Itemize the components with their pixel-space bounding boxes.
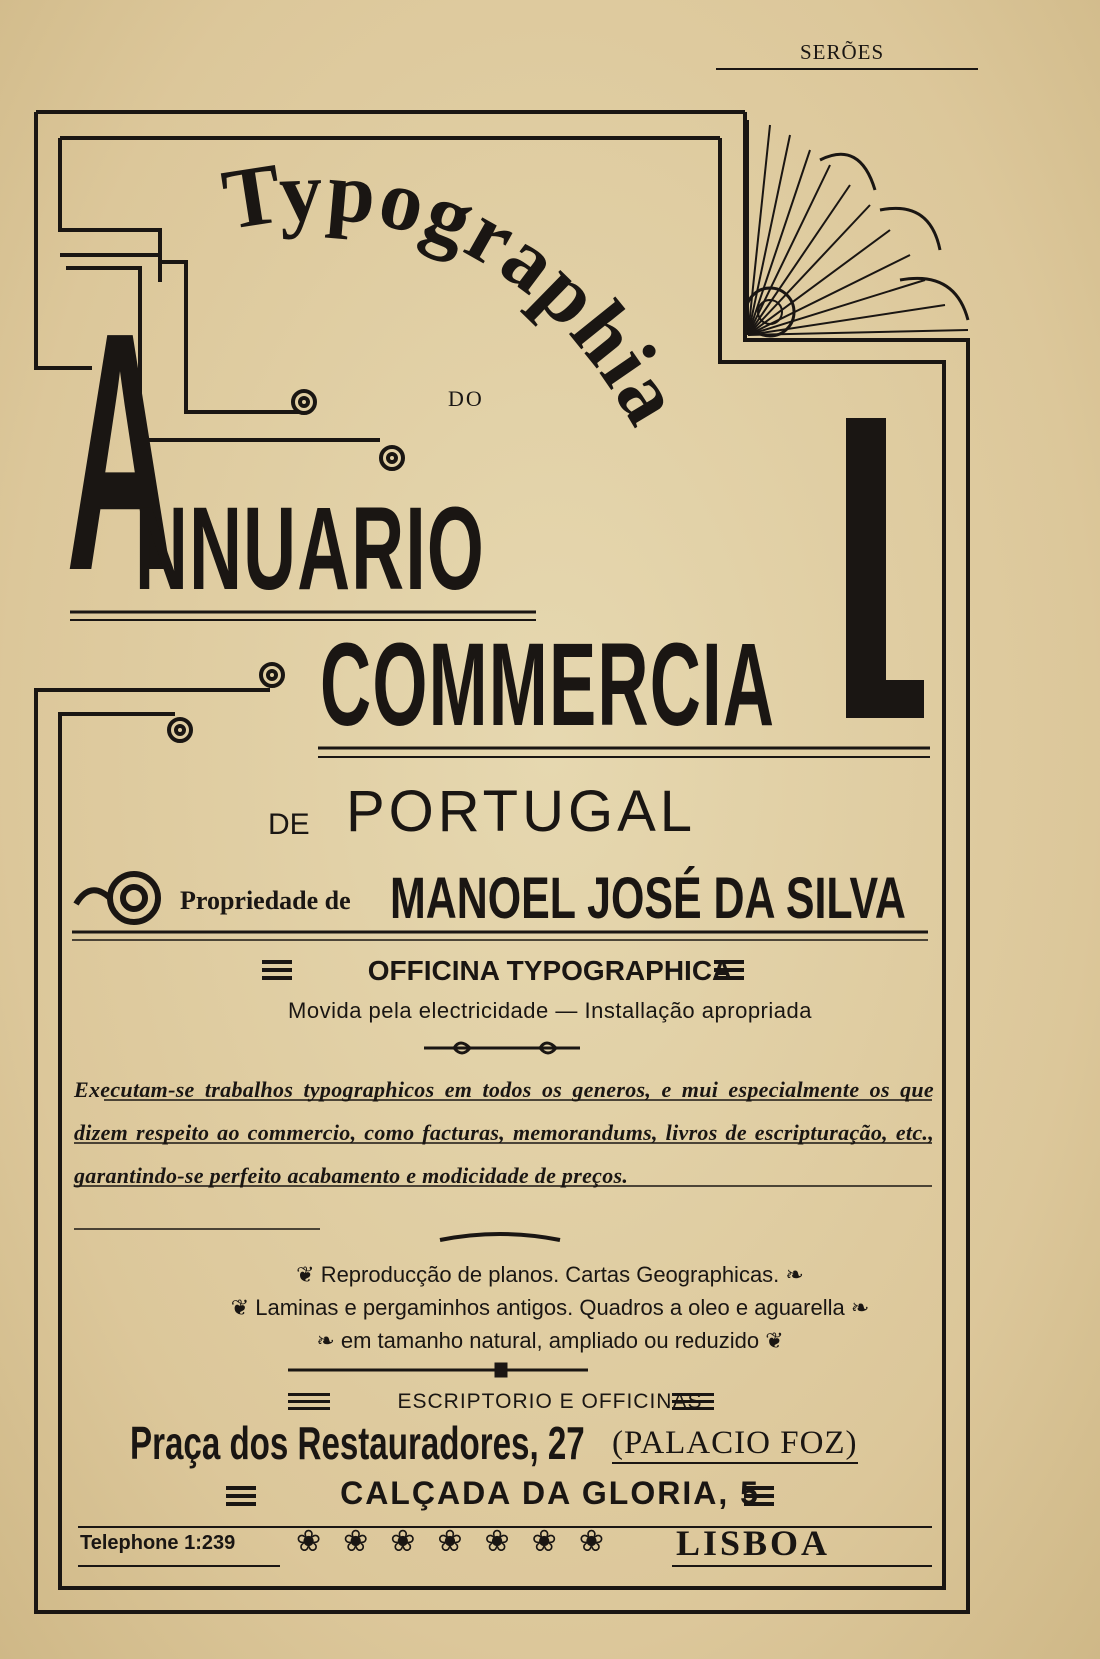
typographia-title: Typographia <box>216 142 703 441</box>
services-line: ❦ Laminas e pergaminhos antigos. Quadros a oleo e aguarella ❧ <box>230 1295 870 1320</box>
fleuron-icon: ❀❀❀❀❀❀❀ <box>296 1525 626 1558</box>
officina-title: OFFICINA TYPOGRAPHICA <box>367 955 733 986</box>
offices-label: ESCRIPTORIO E OFFICINAS <box>397 1390 703 1413</box>
fleuron-icon: ❧ <box>316 1328 341 1353</box>
services-line: ❧ em tamanho natural, ampliado ou reduzido ❦ <box>316 1328 784 1353</box>
offices-building: (PALACIO FOZ) <box>612 1425 858 1464</box>
fleuron-icon: ❦ <box>296 1262 321 1287</box>
offices-address: Praça dos Restauradores, 27 <box>130 1417 585 1469</box>
commercial-final-letter <box>846 418 886 718</box>
telephone-number: Telephone 1:239 <box>80 1532 236 1554</box>
de-word: DE <box>268 808 310 841</box>
services-list <box>0 1258 1100 1357</box>
offices-street: CALÇADA DA GLORIA, 5 <box>340 1475 760 1511</box>
annuario-title: NNUARIO <box>135 483 486 615</box>
fleuron-icon: ❧ <box>779 1262 804 1287</box>
city-name: LISBOA <box>676 1523 831 1563</box>
running-header: SERÕES <box>800 40 885 64</box>
services-description: Executam-se trabalhos typographicos em todos os generos, e mui especialmente os que dizem respeito ao commercio, como facturas, memorandums, livros de escripturação, etc., garantindo-se perfeito acabamento e modicidade de preços. <box>74 1077 934 1188</box>
owner-name: MANOEL JOSÉ DA SILVA <box>390 866 906 931</box>
owner-prefix: Propriedade de <box>180 886 351 915</box>
fleuron-icon: ❦ <box>759 1328 784 1353</box>
services-line: ❦ Reproducção de planos. Cartas Geographicas. ❧ <box>296 1262 804 1287</box>
commercial-title: COMMERCIA <box>320 619 776 751</box>
portugal-title: PORTUGAL <box>346 779 697 844</box>
fleuron-icon: ❦ <box>230 1295 256 1320</box>
do-word: DO <box>448 386 484 411</box>
fleuron-icon: ❧ <box>844 1295 870 1320</box>
annuario-initial: A <box>66 262 175 642</box>
officina-subtitle: Movida pela electricidade — Installação apropriada <box>288 998 812 1023</box>
